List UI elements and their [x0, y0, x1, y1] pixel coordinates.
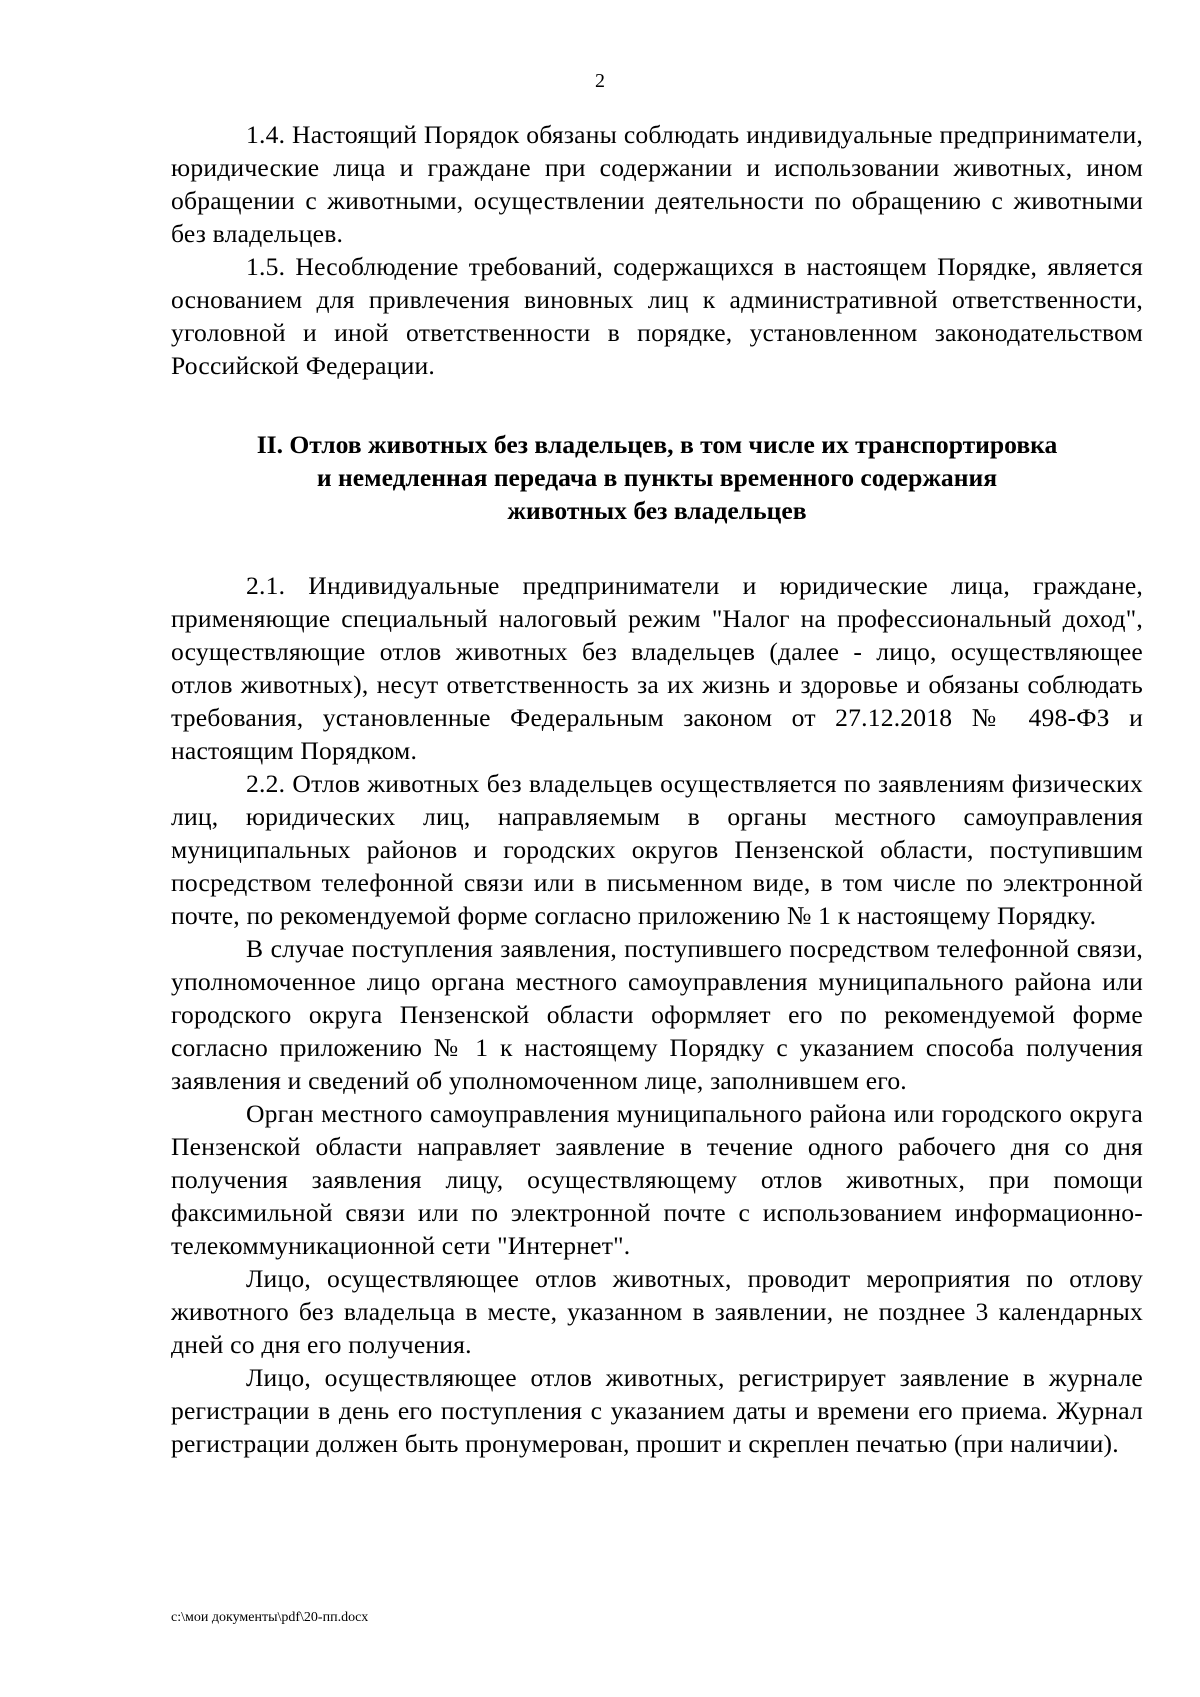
paragraph-capture-deadline: Лицо, осуществляющее отлов животных, проводит мероприятия по отлову животного без владельца в месте, указанном в заявлении, не позднее 3 календарных дней со дня его получения. — [171, 1264, 1143, 1359]
heading-line: II. Отлов животных без владельцев, в том числе их транспортировка — [256, 430, 1058, 459]
paragraph-1-5: 1.5. Несоблюдение требований, содержащихся в настоящем Порядке, является основанием для привлечения виновных лиц к административной ответственности, уголовной и иной ответственности в порядке, установленном законодательством Российской Федерации. — [171, 252, 1143, 380]
section-heading — [171, 428, 1143, 527]
heading-line: и немедленная передача в пункты временного содержания — [316, 463, 998, 492]
document-body — [171, 118, 1143, 1460]
heading-line: животных без владельцев — [507, 496, 807, 525]
page-number: 2 — [595, 70, 605, 92]
paragraph-1-4: 1.4. Настоящий Порядок обязаны соблюдать индивидуальные предприниматели, юридические лица и граждане при содержании и использовании животных, ином обращении с животными, осуществлении деятельности по обращению с животными без владельцев. — [171, 120, 1143, 248]
paragraph-2-2: 2.2. Отлов животных без владельцев осуществляется по заявлениям физических лиц, юридических лиц, направляемым в органы местного самоуправления муниципальных районов и городских округов Пензенской области, поступившим посредством телефонной связи или в письменном виде, в том числе по электронной почте, по рекомендуемой форме согласно приложению № 1 к настоящему Порядку. — [171, 769, 1143, 930]
paragraph-forwarding: Орган местного самоуправления муниципального района или городского округа Пензенской области направляет заявление в течение одного рабочего дня со дня получения заявления лицу, осуществляющему отлов животных, при помощи факсимильной связи или по электронной почте с использованием информационно-телекоммуникационной сети "Интернет". — [171, 1099, 1143, 1260]
paragraph-2-1: 2.1. Индивидуальные предприниматели и юридические лица, граждане, применяющие специальный налоговый режим "Налог на профессиональный доход", осуществляющие отлов животных без владельцев (далее - лицо, осуществляющее отлов животных), несут ответственность за их жизнь и здоровье и обязаны соблюдать требования, установленные Федеральным законом от 27.12.2018 № 498-ФЗ и настоящим Порядком. — [171, 571, 1143, 765]
paragraph-registration: Лицо, осуществляющее отлов животных, регистрирует заявление в журнале регистрации в день его поступления с указанием даты и времени его приема. Журнал регистрации должен быть пронумерован, прошит и скреплен печатью (при наличии). — [171, 1363, 1143, 1458]
paragraph-phone-application: В случае поступления заявления, поступившего посредством телефонной связи, уполномоченное лицо органа местного самоуправления муниципального района или городского округа Пензенской области оформляет его по рекомендуемой форме согласно приложению № 1 к настоящему Порядку с указанием способа получения заявления и сведений об уполномоченном лице, заполнившем его. — [171, 934, 1143, 1095]
footer-file-path: c:\мои документы\pdf\20-пп.docx — [171, 1610, 369, 1625]
